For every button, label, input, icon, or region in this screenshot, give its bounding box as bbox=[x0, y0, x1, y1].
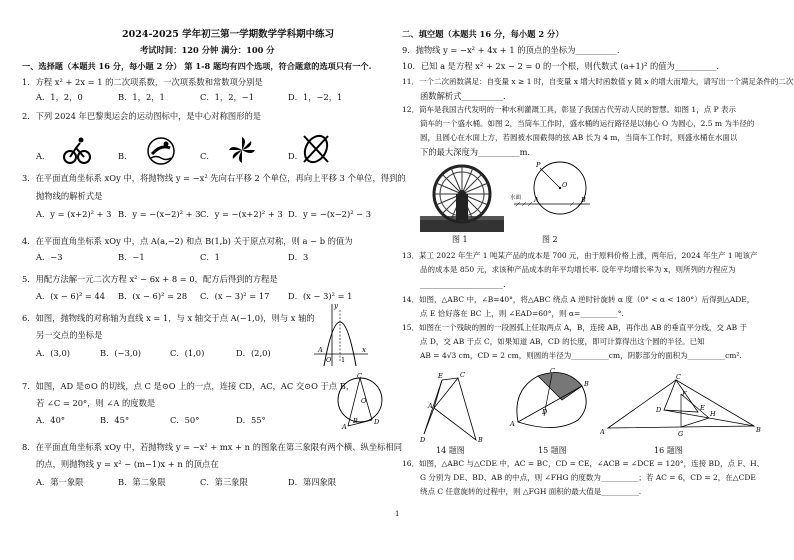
fig2-label-p: P bbox=[536, 161, 541, 169]
q8-option-b: B．第二象限 bbox=[118, 477, 166, 487]
q2-option-a: A． bbox=[36, 151, 51, 161]
fig16-label-a: A bbox=[600, 428, 605, 436]
fig14-label-a: A bbox=[428, 402, 433, 410]
q13-line2: 品的成本是 850 元，求该种产品成本的年平均增长率. 设年平均增长率为 x，则所列的方程应为 bbox=[420, 265, 736, 274]
q13-line3: ____________________. bbox=[420, 279, 506, 289]
q3-option-b: B．y = −(x−2)² + 3 bbox=[118, 209, 201, 219]
q7-option-c: C．50° bbox=[170, 415, 200, 425]
fig14-label-c: C bbox=[460, 371, 465, 379]
q6-label-x: x bbox=[362, 346, 366, 354]
q6-parabola-figure bbox=[312, 300, 370, 368]
q12-line1: 12．筒车是我国古代发明的一种水利灌溉工具，彰显了我国古代劳动人民的智慧。如图 1，点 P 表示 bbox=[402, 105, 737, 114]
q6-label-o: O bbox=[326, 356, 332, 364]
q3-option-a: A．y = (x+2)² + 3 bbox=[36, 209, 112, 219]
q2-option-b: B． bbox=[118, 151, 133, 161]
q3-stem-cont: 抛物线的解析式是 bbox=[36, 191, 103, 201]
fig16-label-c: C bbox=[676, 373, 681, 381]
q5-option-b: B．(x − 6)² = 28 bbox=[118, 291, 188, 301]
q7-label-b: B bbox=[353, 417, 358, 425]
q7-stem: 7．如图，AD 是⊙O 的切线，点 C 是⊙O 上的一点，连接 CD，AC，AC 交⊙O 于点 B， bbox=[22, 381, 355, 391]
q12-line2: 筒车的一个盛水桶。如图 2，当筒车工作时，盛水桶的运行路径是以轴心 O 为圆心，2.5 m 为半径的 bbox=[420, 119, 755, 128]
q7-stem-cont: 若 ∠C = 20°，则 ∠A 的度数是 bbox=[36, 398, 156, 408]
q13-line1: 13．某工 2022 年生产 1 吨某产品的成本是 700 元，由于原料价格上涨，两年后，2024 年生产 1 吨该产 bbox=[402, 251, 758, 260]
figure-q14 bbox=[420, 368, 496, 444]
fig16-label-f: F bbox=[682, 390, 687, 398]
q1-stem: 1．方程 x² + 2x = 1 的二次项系数，一次项系数和常数项分别是 bbox=[22, 77, 263, 87]
q9-text: 9．抛物线 y = −x² + 4x + 1 的顶点的坐标为__________. bbox=[402, 45, 620, 55]
figure-q16-caption: 16 题图 bbox=[654, 446, 683, 455]
q3-option-d: D．y = −(x−2)² − 3 bbox=[288, 209, 372, 219]
q8-option-d: D．第四象限 bbox=[288, 477, 337, 487]
tennis-pictogram-icon bbox=[300, 132, 332, 166]
figure2-caption: 图 2 bbox=[542, 235, 558, 244]
paper-title: 2024-2025 学年初三第一学期数学学科期中练习 bbox=[122, 29, 335, 40]
q16-line3: 绕点 C 任意旋转的过程中，则 △FGH 面积的最大值是__________. bbox=[420, 487, 642, 496]
section2-heading: 二、填空题（本题共 16 分，每小题 2 分） bbox=[402, 29, 564, 39]
q6-label-1: 1 bbox=[341, 356, 346, 364]
figure-q14-caption: 14 题图 bbox=[436, 446, 465, 455]
q6-option-b: B．(−3,0) bbox=[100, 348, 142, 358]
q10-text: 10．已知 a 是方程 x² + 2x − 2 = 0 的一个根，则代数式 (a+1)² 的值为__________. bbox=[402, 61, 719, 71]
fig15-label-b: B bbox=[584, 380, 589, 388]
q8-stem: 8．在平面直角坐标系 xOy 中，若抛物线 y = −x² + mx + n 的图象在第三象限有两个横、纵坐标相同 bbox=[22, 442, 403, 452]
q5-option-c: C．(x − 3)² = 17 bbox=[200, 291, 270, 301]
figure-q15 bbox=[508, 366, 592, 442]
q6-stem: 6．如图，抛物线的对称轴为直线 x = 1，与 x 轴交于点 A(−1,0)，则与 x 轴的 bbox=[22, 313, 315, 323]
q2-option-c: C． bbox=[200, 151, 215, 161]
q6-label-y: y bbox=[334, 302, 338, 310]
fig16-label-h: H bbox=[710, 410, 716, 418]
q1-option-d: D．1，−2，1 bbox=[288, 92, 343, 102]
q5-option-a: A．(x − 6)² = 44 bbox=[36, 291, 106, 301]
q3-option-c: C．y = −(x+2)² + 3 bbox=[200, 209, 283, 219]
q5-option-d: D．(x − 3)² = 1 bbox=[288, 291, 353, 301]
q14-line1: 14．如图，△ABC 中，∠B=40°，将△ABC 绕点 A 逆时针旋转 α 度（0° < α < 180°）后得到△ADE， bbox=[402, 295, 755, 304]
water-wheel-photo bbox=[420, 160, 504, 232]
q16-line1: 16．如图，△ABC 与△CDE 中，AC = BC，CD = CE，∠ACB = ∠DCE = 120°，连接 BD，点 F、H、 bbox=[402, 459, 765, 468]
q2-stem: 2．下列 2024 年巴黎奥运会的运动图标中，是中心对称图形的是 bbox=[22, 111, 262, 121]
fig14-label-b: B bbox=[478, 436, 483, 444]
pinwheel-pictogram-icon bbox=[226, 134, 258, 166]
fig2-label-water: 水面 bbox=[510, 195, 522, 201]
q7-option-b: B．45° bbox=[100, 415, 130, 425]
q8-option-c: C．第三象限 bbox=[200, 477, 248, 487]
q4-stem: 4．在平面直角坐标系 xOy 中，点 A(a,−2) 和点 B(1,b) 关于原点对称，则 a − b 的值为 bbox=[22, 236, 353, 246]
fig14-label-e: E bbox=[438, 372, 443, 380]
fig16-label-e: E bbox=[700, 404, 705, 412]
fig15-label-a: A bbox=[510, 420, 515, 428]
q3-stem: 3．在平面直角坐标系 xOy 中，将抛物线 y = −x² 先向右平移 2 个单位，再向上平移 3 个单位，得到的 bbox=[22, 173, 406, 183]
fig16-label-b: B bbox=[756, 426, 761, 434]
figure-q15-caption: 15 题图 bbox=[538, 446, 567, 455]
q7-option-a: A．40° bbox=[36, 415, 65, 425]
q11-line2: 函数解析式__________. bbox=[420, 91, 506, 101]
q1-option-a: A．1，2，0 bbox=[36, 92, 83, 102]
fig2-label-b: B bbox=[581, 196, 586, 204]
q6-option-a: A．(3,0) bbox=[36, 348, 70, 358]
q7-label-a: A bbox=[342, 423, 347, 430]
q4-option-d: D．3 bbox=[288, 252, 309, 262]
figure1-caption: 图 1 bbox=[452, 235, 468, 244]
q14-line2: 点 E 恰好落在 BC 上，则 ∠EAD=60°，则 α=__________°. bbox=[420, 309, 624, 318]
q11-line1: 11．一个二次函数满足：自变量 x ≥ 1 时，自变量 x 增大时函数值 y 随 x 的增大而增大，请写出一个满足条件的二次 bbox=[402, 77, 794, 86]
fig14-label-d: D bbox=[420, 436, 426, 444]
fig15-label-c: C bbox=[550, 367, 555, 375]
q12-line4: 下的最大深度为__________m. bbox=[420, 147, 531, 157]
fig2-label-o: O bbox=[562, 181, 568, 189]
q15-line2: 点 D，交 AB 于点 C，如果知道 AB，CD 的长度，即可计算得出这个圆的半径。已知 bbox=[420, 337, 705, 346]
fig2-label-a: A bbox=[534, 196, 539, 204]
q6-label-a: A bbox=[318, 346, 323, 354]
q15-line3: AB = 4√3 cm，CD = 2 cm，则圆的半径为__________cm，阴影部分的面积为__________cm². bbox=[420, 351, 742, 360]
cycling-pictogram-icon bbox=[62, 136, 92, 166]
exam-info: 考试时间：120 分钟 满分：100 分 bbox=[140, 45, 275, 55]
q12-line3: 圆，且圆心在水面上方，若圆被水面截得的弦 AB 长为 4 m，当筒车工作时，则盛水桶在水面以 bbox=[420, 133, 738, 142]
q7-label-c: C bbox=[357, 372, 362, 380]
figure-q16 bbox=[600, 372, 766, 438]
q7-option-d: D．55° bbox=[236, 415, 266, 425]
q7-circle-figure bbox=[330, 372, 388, 430]
q6-option-c: C．(1,0) bbox=[170, 348, 205, 358]
q8-stem-cont: 的点，则抛物线 y = x² − (m−1)x + n 的顶点在 bbox=[36, 459, 219, 469]
q8-option-a: A．第一象限 bbox=[36, 477, 84, 487]
q6-stem-cont: 另一交点的坐标是 bbox=[36, 330, 103, 340]
q4-option-a: A．−3 bbox=[36, 252, 63, 262]
q7-label-d: D bbox=[374, 418, 380, 426]
swimming-pictogram-icon bbox=[146, 136, 176, 166]
q4-option-c: C．1 bbox=[200, 252, 220, 262]
q5-stem: 5．用配方法解一元二次方程 x² − 6x + 8 = 0，配方后得到的方程是 bbox=[22, 274, 278, 284]
section1-heading: 一、选择题（本题共 16 分，每小题 2 分） 第 1-8 题均有四个选项，符合题意的选项只有一个. bbox=[22, 61, 372, 71]
q16-line2: G 分别为 DE、BD、AB 的中点，则 ∠FHG 的度数为__________；若 AC = 6，CD = 2，在△CDE bbox=[420, 473, 756, 482]
page-number: 1 bbox=[395, 510, 400, 518]
fig16-label-d: D bbox=[656, 406, 662, 414]
q1-option-b: B．1，2，1 bbox=[118, 92, 165, 102]
q2-option-d: D． bbox=[288, 151, 303, 161]
fig15-label-d: D bbox=[542, 408, 548, 416]
water-wheel-diagram bbox=[510, 158, 590, 232]
fig16-label-g: G bbox=[678, 430, 684, 438]
q6-option-d: D．(2,0) bbox=[236, 348, 271, 358]
q1-option-c: C．1，2，−1 bbox=[200, 92, 255, 102]
q7-label-o: O bbox=[361, 397, 367, 405]
q15-line1: 15．如图在一个残缺的圆的一段圆弧上任取两点 A，B，连接 AB，再作出 AB 的垂直平分线，交 AB 于 bbox=[402, 323, 748, 332]
q4-option-b: B．−1 bbox=[118, 252, 145, 262]
